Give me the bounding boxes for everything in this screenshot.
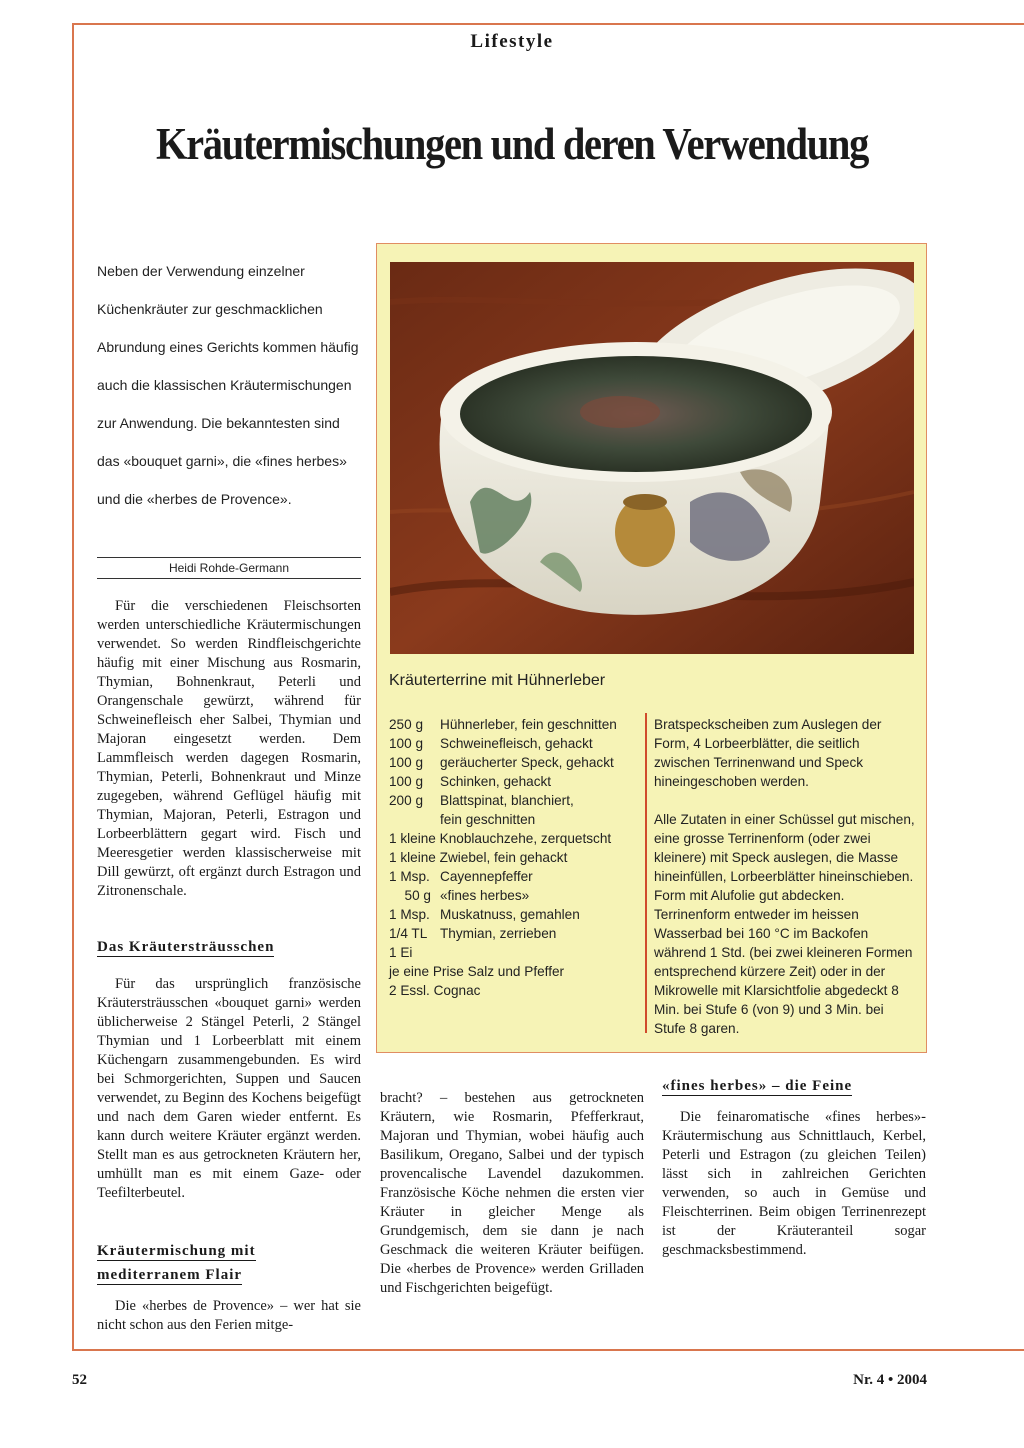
provence-paragraph-start: Die «herbes de Provence» – wer hat sie nicht schon aus den Ferien mitge- — [97, 1298, 361, 1333]
ingredient-qty: 250 g — [389, 717, 424, 732]
recipe-method — [654, 715, 916, 1038]
issue-label: Nr. 4 • 2004 — [853, 1372, 927, 1388]
ingredient-row — [389, 753, 639, 772]
ingredient-item: Knoblauchzehe, zerquetscht — [439, 831, 612, 846]
ingredient-item: Prise Salz und Pfeffer — [432, 964, 565, 979]
ingredient-qty: 1 Msp. — [389, 869, 430, 884]
terrine-photo-illustration — [390, 262, 914, 654]
page-number: 52 — [72, 1372, 87, 1388]
terrine-photo — [390, 262, 914, 654]
ingredient-qty: 1 kleine — [389, 850, 436, 865]
ingredient-qty: 100 g — [389, 736, 424, 751]
ingredient-qty — [389, 810, 440, 829]
method-paragraph: Bratspeckscheiben zum Auslegen der Form, 4 Lorbeerblätter, die seitlich zwischen Terrinenwand und Speck hineingeschoben werden. — [654, 717, 882, 789]
ingredient-row — [389, 924, 639, 943]
ingredient-qty: 200 g — [389, 793, 424, 808]
provence-text-start — [97, 1297, 361, 1335]
ingredient-item: Blattspinat, blanchiert, — [440, 793, 574, 808]
ingredients-list — [389, 715, 639, 1000]
ingredient-row — [389, 905, 639, 924]
section-heading-text: Kräutermischung mit mediterranem Flair — [97, 1243, 256, 1283]
ingredient-qty: 100 g — [389, 774, 424, 789]
ingredient-row — [389, 962, 639, 981]
ingredient-row — [389, 772, 639, 791]
section-heading-text: «fines herbes» – die Feine — [662, 1078, 853, 1094]
ingredient-row — [389, 867, 639, 886]
method-paragraph: Alle Zutaten in einer Schüssel gut mischen, eine grosse Terrinenform (oder zwei kleinere) mit Speck auslegen, die Masse hineinfüllen, Lorbeerblätter hineinschieben. Form mit Alufolie gut abdecken. Terrinenform entweder im heissen Wasserbad bei 160 °C im Backofen während 1 Std. (bei zwei kleineren Formen entsprechend kürzere Zeit) oder in der Mikrowelle mit Klarsichtfolie abgedeckt 8 Min. bei Stufe 6 (von 9) und 3 Min. bei Stufe 8 garen. — [654, 812, 915, 1036]
ingredient-qty: 50 g — [404, 888, 431, 903]
ingredient-row — [389, 886, 639, 905]
ingredient-qty: je eine — [389, 964, 430, 979]
ingredient-row — [389, 715, 639, 734]
article-title: Kräutermischungen und deren Verwendung — [156, 119, 868, 169]
bouquet-paragraph: Für das ursprünglich französische Kräutersträusschen «bouquet garni» werden üblicherweise 2 Stängel Peterli, 2 Stängel Thymian und 1 Lorbeerblatt mit einem Küchengarn zusammengebunden. Es wird bei Schmorgerichten, Suppen und Saucen verwendet, zu Beginn des Kochens beigefügt und nach dem Garen wieder entfernt. Es kann durch weitere Kräuter ergänzt werden. Stellt man es aus getrockneten Kräutern her, umhüllt man es mit einem Gaze- oder Teefilterbeutel. — [97, 976, 361, 1201]
ingredient-item: Muskatnuss, gemahlen — [440, 907, 580, 922]
ingredient-qty: 1/4 TL — [389, 926, 428, 941]
ingredient-item: Hühnerleber, fein geschnitten — [440, 717, 617, 732]
section-heading-text: Das Kräutersträusschen — [97, 939, 275, 955]
fines-herbes-paragraph: Die feinaromatische «fines herbes»-Kräutermischung aus Schnittlauch, Kerbel, Peterli und Estragon (zu gleichen Teilen) lässt sich in zahlreichen Gerichten verwenden, so auch in Gemüse und Fleischterrinen. Beim obigen Terrinenrezept ist der Kräuteranteil sogar geschmacksbestimmend. — [662, 1109, 926, 1258]
section-label: Lifestyle — [470, 31, 554, 52]
section-heading-provence — [97, 1239, 361, 1287]
ingredient-row — [389, 848, 639, 867]
ingredient-item: «fines herbes» — [440, 888, 530, 903]
section-heading-bouquet — [97, 935, 274, 959]
fines-herbes-text — [662, 1108, 926, 1260]
recipe-divider — [645, 713, 647, 1033]
author-byline: Heidi Rohde-Germann — [97, 557, 361, 579]
ingredient-row — [389, 981, 639, 1000]
ingredient-qty: 100 g — [389, 755, 424, 770]
ingredient-item: Cognac — [433, 983, 481, 998]
ingredient-item: Thymian, zerrieben — [440, 926, 557, 941]
article-lead: Neben der Verwendung einzelner Küchenkräuter zur geschmacklichen Abrundung eines Gerichts kommen häufig auch die klassischen Kräutermischungen zur Anwendung. Die bekanntesten sind das «bouquet garni», die «fines herbes» und die «herbes de Provence». — [97, 263, 359, 507]
bouquet-text — [97, 975, 361, 1203]
intro-text — [97, 597, 361, 901]
ingredient-qty: 1 Ei — [389, 945, 413, 960]
recipe-title: Kräuterterrine mit Hühnerleber — [389, 672, 606, 689]
ingredient-item: Schinken, gehackt — [440, 774, 552, 789]
ingredient-item: fein geschnitten — [440, 812, 536, 827]
intro-paragraph: Für die verschiedenen Fleischsorten werden unterschiedliche Kräutermischungen verwendet. So werden Rindfleischgerichte häufig mit einer Mischung aus Rosmarin, Thymian, Bohnenkraut, Peterli und Orangenschale gewürzt, während für Schweinefleisch eher Salbei, Thymian und Majoran eingesetzt werden. Dem Lammfleisch werden dagegen Rosmarin, Thymian, Peterli, Bohnenkraut und Minze zugegeben, während Geflügel häufig mit Thymian, Majoran, Peterli, Estragon und Lorbeerblättern gegart wird. Fisch und Meeresgetier werden klassischerweise mit Dill gewürzt, oft ergänzt durch Estragon und Zitronenschale. — [97, 598, 361, 899]
section-heading-fines-herbes — [662, 1074, 852, 1098]
ingredient-item: Schweinefleisch, gehackt — [440, 736, 593, 751]
ingredient-row — [389, 943, 639, 962]
ingredient-qty: 2 Essl. — [389, 983, 430, 998]
ingredient-row — [389, 791, 639, 810]
ingredient-qty: 1 kleine — [389, 831, 436, 846]
ingredient-row — [389, 829, 639, 848]
ingredient-row — [389, 810, 639, 829]
ingredient-item: Cayennepfeffer — [440, 869, 533, 884]
ingredient-item: geräucherter Speck, gehackt — [440, 755, 614, 770]
provence-text-continued — [380, 1089, 644, 1298]
ingredient-qty: 1 Msp. — [389, 907, 430, 922]
ingredient-item: Zwiebel, fein gehackt — [439, 850, 568, 865]
ingredient-row — [389, 734, 639, 753]
provence-paragraph-continued: bracht? – bestehen aus getrockneten Kräutern, wie Rosmarin, Pfefferkraut, Majoran und Thymian, wobei häufig auch Basilikum, Oregano, Salbei und der typisch provencalische Lavendel dazukommen. Französische Köche nehmen die ersten vier Kräuter in gleicher Menge als Grundgemisch, dem sie dann je nach Geschmack die weiteren Kräuter beifügen. Die «herbes de Provence» werden Grilladen und Fischgerichten beigefügt. — [380, 1090, 644, 1296]
